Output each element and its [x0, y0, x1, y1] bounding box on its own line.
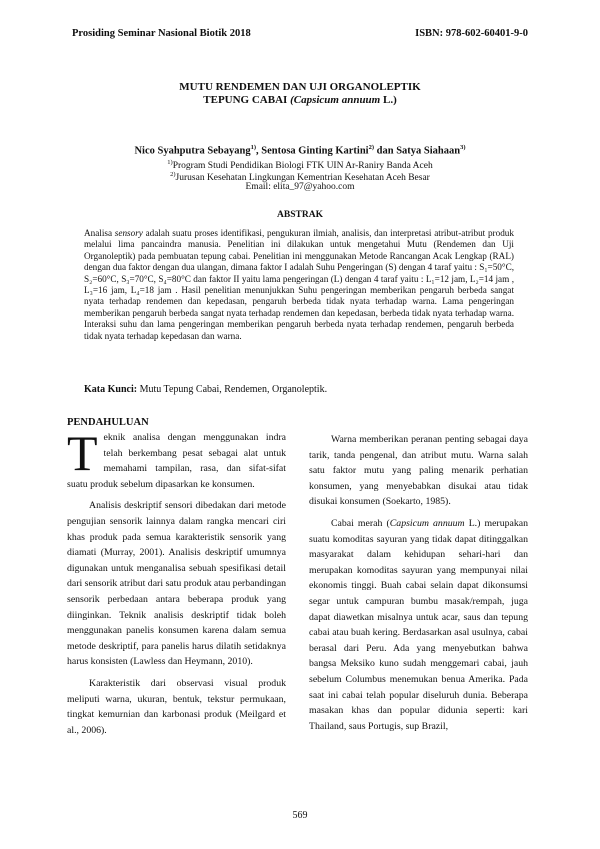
abstract-body: Analisa sensory adalah suatu proses identifikasi, pengukuran ilmiah, analisis, dan interpretasi atribut-atribut produk melalui lima pancaindra manusia. Penelitian ini dilakukan untuk mengetahui Mutu (Rendemen dan Uji Organoleptik) pada pembuatan tepung cabai. Penelitian ini menggunakan Metode Rancangan Acak Lengkap (RAL) dengan dua faktor dengan dua ulangan, dimana faktor I adalah Suhu Pengeringan (S) dengan 4 taraf yaitu : S₁=50°C, S₂=60°C, S₃=70°C, S₄=80°C dan faktor II yaitu lama pengeringan (L) dengan 4 taraf yaitu : L₁=12 jam, L₂=14 jam , L₃=16 jam, L₄=18 jam . Hasil penelitian menunjukkan Suhu pengeringan memberikan pengaruh berbeda sangat nyata terhadap rendemen dan kepedasan, pengaruh berbeda tidak nyata terhadap warna. Lama pengeringan memberikan pengaruh berbeda sangat nyata terhadap rendemen dan kepedasan, berbeda tidak nyata terhadap warna. Interaksi suhu dan lama pengeringan memberikan pengaruh berbeda nyata terhadap rendemen, pengaruh berbeda tidak nyata terhadap kepedasan dan warna. [84, 228, 514, 341]
page-number: 569 [292, 810, 308, 821]
author-email: Email: elita_97@yahoo.com [245, 182, 355, 192]
section-heading: PENDAHULUAN [67, 417, 149, 428]
keywords [84, 384, 327, 395]
intro-paragraph-2: Analisis deskriptif sensori dibedakan dari metode pengujian sensorik lainnya dalam rangka mencari ciri khas produk pada semua karakteristik sensorik yang diamati (Murray, 2001). Analisis deskriptif umumnya digunakan untuk menganalisa sebuah spesifikasi detail dari sensorik atribut dari satu produk atau perbandingan sensorik perbedaan antara beberapa produk yang diinginkan. Teknik analisis deskriptif tidak boleh menggunakan panelis konsumen karena dalam semua metode deskriptif, para panelis harus dilatih setidaknya harus konsisten (Lawless dan Heymann, 2010). [67, 500, 287, 668]
title-line-2: TEPUNG CABAI (Capsicum annuum L.) [203, 94, 397, 106]
left-column [67, 416, 286, 744]
abstract-heading: ABSTRAK [277, 210, 323, 220]
intro-paragraph-4: Warna memberikan peranan penting sebagai daya tarik, tanda pengenal, dan atribut mutu. Warna salah satu faktor mutu yang paling menarik perhatian konsumen, yang menyebabkan disukai atau tidak disukai konsumen (Soekarto, 1985). [309, 434, 528, 508]
isbn: ISBN: 978-602-60401-9-0 [415, 28, 528, 39]
species-name: (Capsicum annuum [290, 94, 381, 106]
drop-cap: T [67, 425, 98, 481]
running-header [72, 28, 528, 42]
paper-title [60, 81, 540, 107]
intro-paragraph-1: Teknik analisa dengan menggunakan indra telah berkembang pesat sebagai alat untuk memahami tampilan, rasa, dan sifat-sifat suatu produk sebelum dipasarkan ke konsumen. [67, 425, 286, 490]
keywords-text: Mutu Tepung Cabai, Rendemen, Organoleptik. [137, 384, 328, 395]
title-line-1: MUTU RENDEMEN DAN UJI ORGANOLEPTIK [179, 81, 421, 93]
affiliation-1: $^{1)}$Program Studi Pendidikan Biologi FTK UIN Ar-Raniry Banda Aceh [167, 159, 433, 172]
keywords-label: Kata Kunci: [84, 384, 138, 395]
author-list: Nico Syahputra Sebayang$^{1)}$, Sentosa Ginting Kartini$^{2)}$ dan Satya Siahaan$^{3)}$ [134, 144, 466, 157]
intro-paragraph-3: Karakteristik dari observasi visual produk meliputi warna, ukuran, bentuk, tekstur permukaan, tingkat kemurnian dan karbonasi produk (Meilgard et al., 2006). [67, 677, 286, 736]
right-column [309, 432, 528, 740]
proceedings-name: Prosiding Seminar Nasional Biotik 2018 [72, 28, 251, 39]
intro-paragraph-5: Cabai merah (Capsicum annuum L.) merupakan suatu komoditas sayuran yang tidak dapat ditinggalkan masyarakat dalam kehidupan sehari-hari dan merupakan komoditas sayuran yang mempunyai nilai ekonomis tinggi. Buah cabai selain dapat dikonsumsi segar untuk campuran bumbu masak/rempah, juga dapat diawetkan misalnya untuk acar, saus dan tepung cabai atau buah kering. Berdasarkan asal usulnya, cabai berasal dari Peru. Ada yang menyebutkan bahwa bangsa Meksiko kuno sudah menggemari cabai, jauh sebelum Columbus menemukan benua Amerika. Pada saat ini cabai telah popular diseluruh dunia. Beberapa masakan khas dan popular didunia seperti: kari Thailand, saus Portugis, sup Brazil, [309, 517, 528, 732]
affiliation-2: $^{2)}$Jurusan Kesehatan Lingkungan Kementrian Kesehatan Aceh Besar [170, 171, 430, 184]
